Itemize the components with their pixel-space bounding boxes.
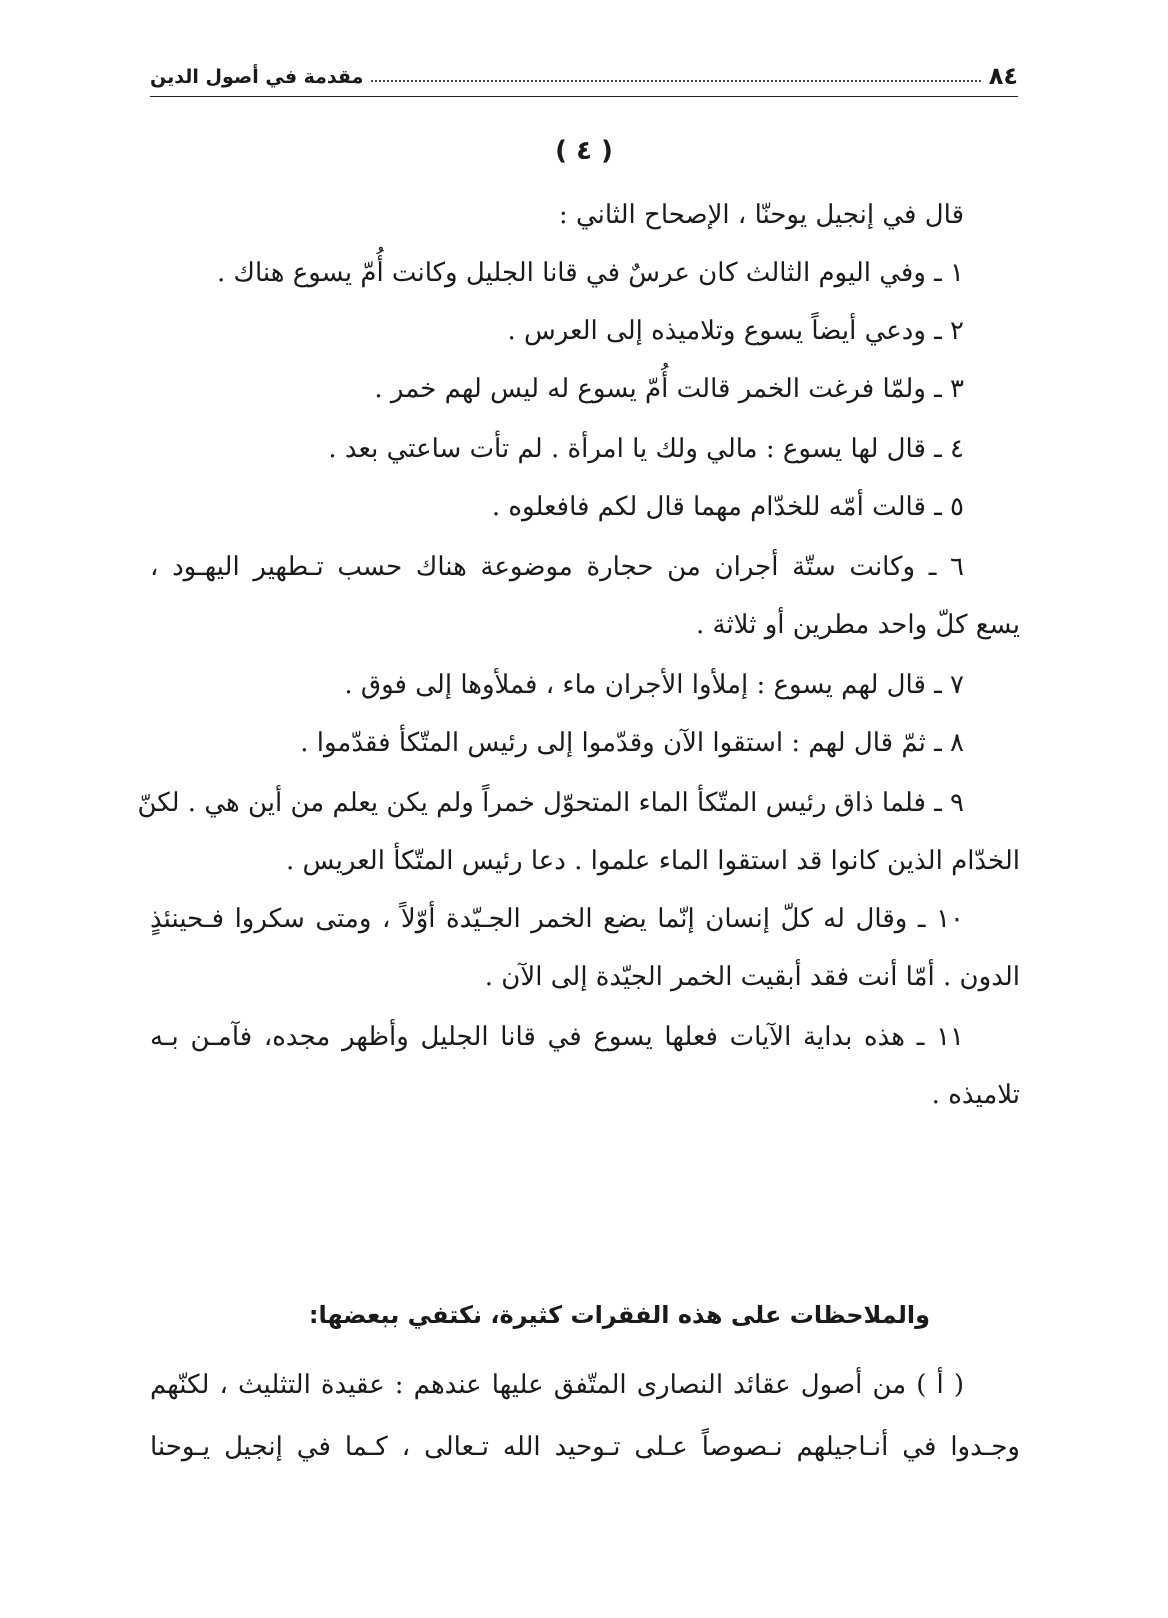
book-title: مقدمة في أصول الدين: [150, 66, 364, 88]
notes-heading: والملاحظات على هذه الفقرات كثيرة، نكتفي ببعضها:: [308, 1301, 930, 1329]
running-header: [150, 52, 1018, 97]
notes-line-1: ( أ ) من أصول عقائد النصارى المتّفق عليها عندهم : عقيدة التثليث ، لكنّهم: [150, 1370, 964, 1400]
verse-3: ٣ ـ ولمّا فرغت الخمر قالت أُمّ يسوع له ليس لهم خمر .: [374, 374, 964, 404]
section-number: ( ٤ ): [555, 136, 613, 166]
verse-11-line-2: تلاميذه .: [931, 1080, 1020, 1110]
verse-6-line-2: يسع كلّ واحد مطرين أو ثلاثة .: [695, 610, 1020, 640]
verse-2: ٢ ـ ودعي أيضاً يسوع وتلاميذه إلى العرس .: [507, 316, 964, 346]
verse-11-line-1: ١١ ـ هذه بداية الآيات فعلها يسوع في قانا الجليل وأظهر مجده، فآمـن بـه: [150, 1022, 964, 1052]
verse-10-line-1: ١٠ ـ وقال له كلّ إنسان إنّما يضع الخمر الجـيّدة أوّلاً ، ومتى سكروا فـحينئذٍ: [150, 904, 964, 934]
verse-6-line-1: ٦ ـ وكانت ستّة أجران من حجارة موضوعة هناك حسب تـطهير اليهـود ،: [150, 552, 964, 582]
notes-line-2: وجـدوا في أنـاجيلهم نـصوصاً عـلى تـوحيد الله تـعالى ، كـما في إنجيل يـوحنا: [150, 1432, 1020, 1462]
verse-10-line-2: الدون . أمّا أنت فقد أبقيت الخمر الجيّدة إلى الآن .: [484, 962, 1020, 992]
passage-body: [137, 186, 1020, 1226]
verse-9-line-1: ٩ ـ فلما ذاق رئيس المتّكأ الماء المتحوّل خمراً ولم يكن يعلم من أين هي . لكنّ: [137, 788, 964, 818]
passage-intro: قال في إنجيل يوحنّا ، الإصحاح الثاني :: [558, 200, 964, 230]
verse-9-line-2: الخدّام الذين كانوا قد استقوا الماء علموا . دعا رئيس المتّكأ العريس .: [285, 846, 1020, 876]
page-number: ٨٤: [988, 62, 1018, 90]
notes-body: [150, 1356, 1020, 1486]
verse-7: ٧ ـ قال لهم يسوع : إملأوا الأجران ماء ، فملأوها إلى فوق .: [344, 670, 964, 700]
verse-5: ٥ ـ قالت أمّه للخدّام مهما قال لكم فافعلوه .: [491, 492, 964, 522]
header-dot-leader: [371, 80, 980, 82]
verse-1: ١ ـ وفي اليوم الثالث كان عرسٌ في قانا الجليل وكانت أُمّ يسوع هناك .: [217, 258, 964, 288]
verse-4: ٤ ـ قال لها يسوع : مالي ولك يا امرأة . لم تأت ساعتي بعد .: [328, 434, 964, 464]
verse-8: ٨ ـ ثمّ قال لهم : استقوا الآن وقدّموا إلى رئيس المتّكأ فقدّموا .: [300, 728, 964, 758]
